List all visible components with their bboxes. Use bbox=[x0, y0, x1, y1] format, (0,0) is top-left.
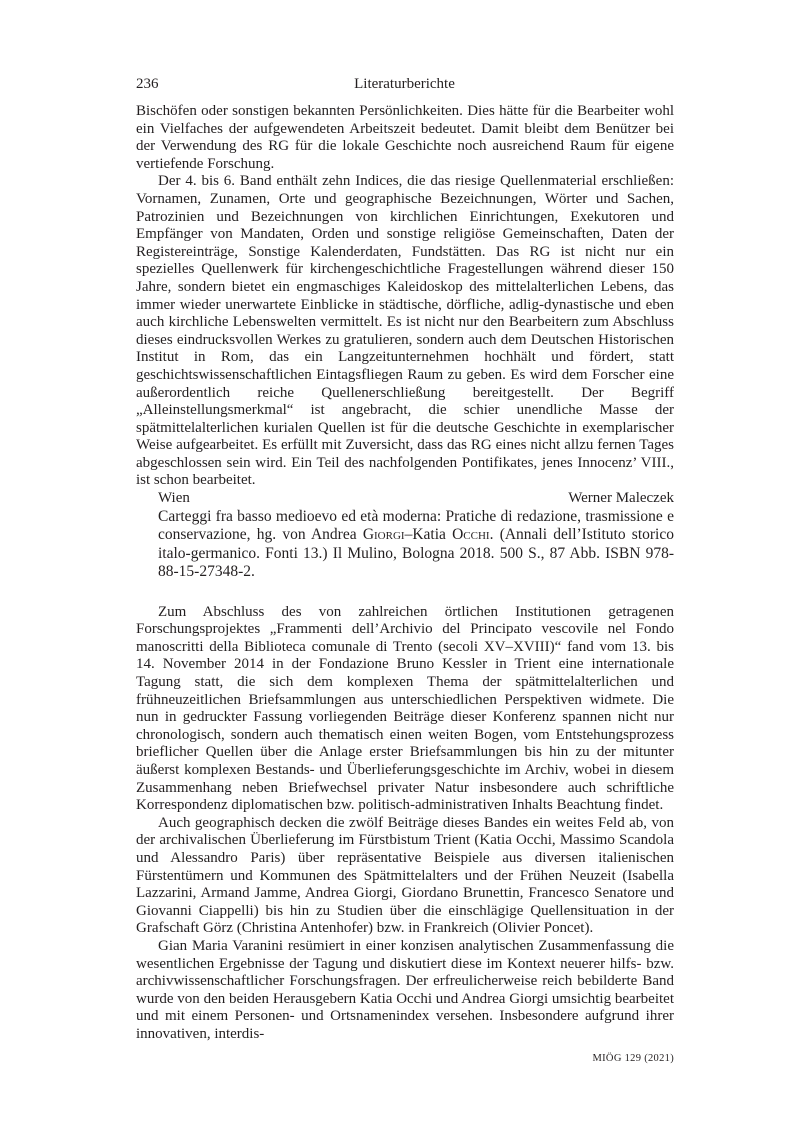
paragraph: Zum Abschluss des von zahlreichen örtlichen Institutionen getragenen Forschungsprojektes „Frammenti dell’Archivio del Principato vescovile nel Fondo manoscritti della Biblioteca comunale di Trento (secoli XV–XVIII)“ fand vom 13. bis 14. November 2014 in der Fondazione Bruno Kessler in Trient eine internationale Tagung statt, die sich dem komplexen Thema der spätmittelalterlichen und frühneuzeitlichen Briefsammlungen aus unterschiedlichen Perspektiven widmete. Die nun in gedruckter Fassung vorliegenden Beiträge dieser Konferenz spannen nicht nur chronologisch, sondern auch thematisch einen weiten Bogen, vom Entstehungsprozess brieflicher Quellen über die Anlage erster Briefsammlungen bis hin zu der mitunter äußerst komplexen Bestands- und Überlieferungsgeschichte im Archiv, wobei in diesem Zusammenhang neben Briefwechsel privater Natur insbesondere auch schriftliche Korrespondenz diplomatischen bzw. politisch-administrativen Inhalts Beachtung findet. bbox=[136, 603, 674, 814]
entry-title-part: . (Annali dell’Istituto storico italo-germanico. Fonti 13.) Il Mulino, Bologna 2018. 500 S., 87 Abb. ISBN 978-88-15-27348-2. bbox=[158, 526, 674, 581]
editor-name: Giorgi bbox=[362, 526, 405, 544]
entry-title-part: Carteggi fra basso medioevo ed età moderna: Pratiche di redazione, trasmissione e conservazione, hg. von Andrea bbox=[158, 507, 674, 544]
spacer bbox=[136, 582, 674, 604]
paragraph: Der 4. bis 6. Band enthält zehn Indices, die das riesige Quellenmaterial erschließen: Vornamen, Zunamen, Orte und geographische Bezeichnungen, Wörter und Sachen, Patrozinien und Bezeichnungen von kirchlichen Einrichtungen, Exekutoren und Empfänger von Mandaten, Orden und sonstige religiöse Gemeinschaften, Daten der Registereinträge, Sonstige Kalenderdaten, Fundstätten. Das RG ist nicht nur ein spezielles Quellenwerk für kirchengeschichtliche Fragestellungen während dieser 150 Jahre, sondern bietet ein engmaschiges Kaleidoskop des mittelalterlichen Lebens, das immer wieder unerwartete Einblicke in städtische, dörfliche, adlig-dynastische und eben auch kirchliche Lebenswelten vermittelt. Es ist nicht nur den Bearbeitern zum Abschluss dieses eindrucksvollen Werkes zu gratulieren, sondern auch dem Deutschen Historischen Institut in Rom, das ein Langzeitunternehmen hochhält und fördert, statt geschichtswissenschaftlichen Eintagsfliegen Raum zu geben. Es wird dem Forscher eine außerordentlich reiche Quellenerschließung bereitgestellt. Der Begriff „Alleinstellungsmerkmal“ ist angebracht, die schier unendliche Masse der spätmittelalterlichen kurialen Quellen ist für die deutsche Geschichte in exemplarischer Weise aufgearbeitet. Es erfüllt mit Zuversicht, dass das RG eines nicht allzu fernen Tages abgeschlossen sein wird. Ein Teil des nachfolgenden Pontifikates, jenes Innocenz’ VIII., ist schon bearbeitet. bbox=[136, 173, 674, 489]
paragraph: Gian Maria Varanini resümiert in einer konzisen analytischen Zusammenfassung die wesentlichen Ergebnisse der Tagung und diskutiert diese im Kontext neuerer hilfs- bzw. archivwissenschaftlicher Forschungsfragen. Der erfreulicherweise reich bebilderte Band wurde von den beiden Herausgebern Katia Occhi und Andrea Giorgi umsichtig bearbeitet und mit einem Personen- und Ortsnamenindex versehen. Insbesondere aufgrund ihrer innovativen, interdis- bbox=[136, 937, 674, 1042]
bibliographic-entry bbox=[136, 508, 674, 582]
signature-author: Werner Maleczek bbox=[568, 490, 674, 507]
body-text bbox=[136, 103, 674, 1044]
page-header bbox=[136, 76, 673, 96]
journal-footer: MIÖG 129 (2021) bbox=[592, 1053, 674, 1064]
paragraph: Bischöfen oder sonstigen bekannten Persönlichkeiten. Dies hätte für die Bearbeiter wohl ein Vielfaches der aufgewendeten Arbeitszeit bedeutet. Damit bleibt dem Benützer bei der Verwendung des RG für die lokale Geschichte noch ausreichend Raum für eigene vertiefende Forschung. bbox=[136, 103, 674, 172]
review-signature bbox=[136, 490, 674, 508]
page-number: 236 bbox=[136, 76, 159, 92]
entry-title-part: –Katia bbox=[404, 526, 453, 544]
paragraph: Auch geographisch decken die zwölf Beiträge dieses Bandes ein weites Feld ab, von der archivalischen Überlieferung im Fürstbistum Trient (Katia Occhi, Massimo Scandola und Alessandro Paris) über repräsentative Beispiele aus diversen italienischen Fürstentümern und Kommunen des Spätmittelalters und der Frühen Neuzeit (Isabella Lazzarini, Armand Jamme, Andrea Giorgi, Giordano Brunettin, Francesco Senatore und Giovanni Ciappelli) bis hin zu Studien über die einschlägige Quellensituation in der Grafschaft Görz (Christina Antenhofer) bzw. in Frankreich (Olivier Poncet). bbox=[136, 814, 674, 937]
editor-name: Occhi bbox=[452, 526, 490, 544]
running-head: Literaturberichte bbox=[354, 76, 455, 92]
signature-place: Wien bbox=[158, 490, 190, 507]
